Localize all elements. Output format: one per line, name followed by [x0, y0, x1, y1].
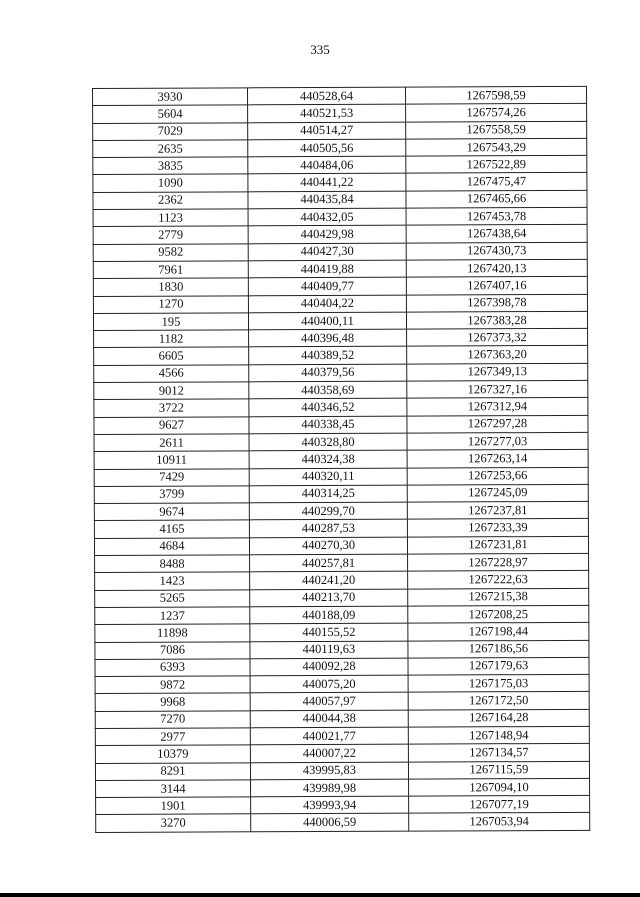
y-coordinate-cell: 1267228,97: [408, 553, 589, 571]
x-coordinate-cell: 440396,48: [249, 329, 407, 347]
point-id-cell: 10911: [94, 451, 249, 469]
x-coordinate-cell: 440213,70: [250, 589, 408, 607]
x-coordinate-cell: 440007,22: [250, 744, 408, 762]
x-coordinate-cell: 440044,38: [250, 710, 408, 728]
table-row: [95, 571, 589, 590]
y-coordinate-cell: 1267186,56: [408, 640, 589, 658]
y-coordinate-cell: 1267277,03: [407, 432, 588, 450]
x-coordinate-cell: 440379,56: [249, 364, 407, 382]
y-coordinate-cell: 1267222,63: [408, 571, 589, 589]
x-coordinate-cell: 440429,98: [248, 226, 406, 244]
table-row: [96, 778, 590, 797]
y-coordinate-cell: 1267172,50: [408, 692, 589, 710]
x-coordinate-cell: 440432,05: [248, 208, 406, 226]
point-id-cell: 9582: [93, 243, 248, 261]
table-row: [93, 121, 587, 140]
table-row: [94, 536, 588, 555]
y-coordinate-cell: 1267179,63: [408, 657, 589, 675]
table-row: [95, 709, 589, 728]
point-id-cell: 6605: [94, 347, 249, 365]
table-row: [95, 605, 589, 624]
x-coordinate-cell: 440299,70: [249, 502, 407, 520]
x-coordinate-cell: 440435,84: [248, 191, 406, 209]
table-row: [95, 588, 589, 607]
table-row: [93, 242, 587, 261]
x-coordinate-cell: 440409,77: [248, 277, 406, 295]
point-id-cell: 2611: [94, 434, 249, 452]
y-coordinate-cell: 1267373,32: [407, 328, 588, 346]
x-coordinate-cell: 440324,38: [249, 450, 407, 468]
table-row: [95, 623, 589, 642]
table-row: [96, 813, 590, 832]
y-coordinate-cell: 1267349,13: [407, 363, 588, 381]
y-coordinate-cell: 1267574,26: [406, 104, 587, 122]
y-coordinate-cell: 1267475,47: [406, 173, 587, 191]
point-id-cell: 3930: [93, 88, 248, 106]
x-coordinate-cell: 440346,52: [249, 398, 407, 416]
table-row: [94, 467, 588, 486]
point-id-cell: 8291: [95, 762, 250, 780]
y-coordinate-cell: 1267453,78: [406, 207, 587, 225]
point-id-cell: 9968: [95, 693, 250, 711]
y-coordinate-cell: 1267215,38: [408, 588, 589, 606]
x-coordinate-cell: 440119,63: [250, 641, 408, 659]
point-id-cell: 2779: [93, 226, 248, 244]
table-row: [94, 398, 588, 417]
y-coordinate-cell: 1267420,13: [406, 259, 587, 277]
table-row: [93, 156, 587, 175]
y-coordinate-cell: 1267327,16: [407, 380, 588, 398]
point-id-cell: 1182: [94, 330, 249, 348]
table-row: [93, 277, 587, 296]
x-coordinate-cell: 440338,45: [249, 416, 407, 434]
point-id-cell: 4684: [94, 538, 249, 556]
point-id-cell: 3835: [93, 157, 248, 175]
table-row: [95, 553, 589, 572]
point-id-cell: 1423: [95, 572, 250, 590]
point-id-cell: 9012: [94, 382, 249, 400]
y-coordinate-cell: 1267164,28: [408, 709, 589, 727]
x-coordinate-cell: 440287,53: [249, 520, 407, 538]
table-row: [94, 519, 588, 538]
y-coordinate-cell: 1267598,59: [405, 86, 586, 104]
table-row: [93, 207, 587, 226]
x-coordinate-cell: 440427,30: [248, 243, 406, 261]
table-row: [93, 259, 587, 278]
y-coordinate-cell: 1267253,66: [407, 467, 588, 485]
table-row: [93, 225, 587, 244]
y-coordinate-cell: 1267297,28: [407, 415, 588, 433]
point-id-cell: 2977: [95, 728, 250, 746]
table-row: [94, 346, 588, 365]
x-coordinate-cell: 440521,53: [248, 104, 406, 122]
point-id-cell: 11898: [95, 624, 250, 642]
x-coordinate-cell: 440092,28: [250, 658, 408, 676]
point-id-cell: 7429: [94, 468, 249, 486]
y-coordinate-cell: 1267231,81: [407, 536, 588, 554]
x-coordinate-cell: 440257,81: [250, 554, 408, 572]
table-row: [94, 380, 588, 399]
y-coordinate-cell: 1267438,64: [406, 225, 587, 243]
y-coordinate-cell: 1267148,94: [408, 726, 589, 744]
x-coordinate-cell: 440404,22: [248, 295, 406, 313]
point-id-cell: 3799: [94, 486, 249, 504]
point-id-cell: 7029: [93, 122, 248, 140]
point-id-cell: 2635: [93, 140, 248, 158]
point-id-cell: 3144: [96, 780, 251, 798]
y-coordinate-cell: 1267558,59: [406, 121, 587, 139]
y-coordinate-cell: 1267134,57: [408, 744, 589, 762]
y-coordinate-cell: 1267208,25: [408, 605, 589, 623]
point-id-cell: 195: [93, 313, 248, 331]
table-row: [93, 86, 587, 105]
y-coordinate-cell: 1267383,28: [406, 311, 587, 329]
x-coordinate-cell: 440505,56: [248, 139, 406, 157]
x-coordinate-cell: 440320,11: [249, 468, 407, 486]
y-coordinate-cell: 1267175,03: [408, 674, 589, 692]
y-coordinate-cell: 1267245,09: [407, 484, 588, 502]
x-coordinate-cell: 440528,64: [248, 87, 406, 105]
x-coordinate-cell: 440270,30: [249, 537, 407, 555]
x-coordinate-cell: 440358,69: [249, 381, 407, 399]
x-coordinate-cell: 440314,25: [249, 485, 407, 503]
table-row: [95, 640, 589, 659]
point-id-cell: 3722: [94, 399, 249, 417]
coordinate-table: [92, 86, 590, 833]
table-row: [94, 328, 588, 347]
y-coordinate-cell: 1267077,19: [409, 796, 590, 814]
x-coordinate-cell: 440514,27: [248, 122, 406, 140]
point-id-cell: 10379: [95, 745, 250, 763]
x-coordinate-cell: 440389,52: [249, 347, 407, 365]
x-coordinate-cell: 440006,59: [251, 814, 409, 832]
y-coordinate-cell: 1267094,10: [409, 778, 590, 796]
table-row: [95, 761, 589, 780]
x-coordinate-cell: 440241,20: [250, 571, 408, 589]
point-id-cell: 1090: [93, 174, 248, 192]
point-id-cell: 9872: [95, 676, 250, 694]
point-id-cell: 2362: [93, 192, 248, 210]
point-id-cell: 6393: [95, 659, 250, 677]
table-row: [94, 432, 588, 451]
y-coordinate-cell: 1267543,29: [406, 138, 587, 156]
point-id-cell: 3270: [96, 814, 251, 832]
table-row: [95, 657, 589, 676]
x-coordinate-cell: 440155,52: [250, 623, 408, 641]
point-id-cell: 1830: [93, 278, 248, 296]
page-number: 335: [310, 42, 330, 57]
y-coordinate-cell: 1267233,39: [407, 519, 588, 537]
point-id-cell: 9674: [94, 503, 249, 521]
point-id-cell: 7270: [95, 711, 250, 729]
x-coordinate-cell: 440188,09: [250, 606, 408, 624]
point-id-cell: 7961: [93, 261, 248, 279]
y-coordinate-cell: 1267312,94: [407, 398, 588, 416]
y-coordinate-cell: 1267398,78: [406, 294, 587, 312]
x-coordinate-cell: 440328,80: [249, 433, 407, 451]
y-coordinate-cell: 1267363,20: [407, 346, 588, 364]
point-id-cell: 9627: [94, 416, 249, 434]
table-row: [93, 138, 587, 157]
table-row: [96, 796, 590, 815]
table-row: [95, 726, 589, 745]
point-id-cell: 4566: [94, 365, 249, 383]
x-coordinate-cell: 439993,94: [251, 796, 409, 814]
table-row: [93, 294, 587, 313]
x-coordinate-cell: 440021,77: [250, 727, 408, 745]
x-coordinate-cell: 440484,06: [248, 156, 406, 174]
y-coordinate-cell: 1267237,81: [407, 501, 588, 519]
x-coordinate-cell: 439989,98: [251, 779, 409, 797]
table-row: [95, 674, 589, 693]
y-coordinate-cell: 1267263,14: [407, 450, 588, 468]
table-row: [94, 484, 588, 503]
point-id-cell: 1123: [93, 209, 248, 227]
point-id-cell: 5604: [93, 105, 248, 123]
point-id-cell: 1270: [93, 295, 248, 313]
y-coordinate-cell: 1267198,44: [408, 623, 589, 641]
table-row: [94, 363, 588, 382]
table-row: [95, 692, 589, 711]
point-id-cell: 1237: [95, 607, 250, 625]
point-id-cell: 7086: [95, 641, 250, 659]
table-row: [93, 104, 587, 123]
y-coordinate-cell: 1267407,16: [406, 277, 587, 295]
x-coordinate-cell: 440419,88: [248, 260, 406, 278]
y-coordinate-cell: 1267430,73: [406, 242, 587, 260]
table-row: [93, 190, 587, 209]
table-row: [95, 744, 589, 763]
table-row: [93, 173, 587, 192]
y-coordinate-cell: 1267115,59: [408, 761, 589, 779]
table-row: [93, 311, 587, 330]
y-coordinate-cell: 1267465,66: [406, 190, 587, 208]
x-coordinate-cell: 440057,97: [250, 693, 408, 711]
point-id-cell: 1901: [96, 797, 251, 815]
x-coordinate-cell: 440441,22: [248, 174, 406, 192]
coordinate-table-body: [93, 86, 590, 832]
table-row: [94, 450, 588, 469]
y-coordinate-cell: 1267053,94: [409, 813, 590, 831]
y-coordinate-cell: 1267522,89: [406, 156, 587, 174]
scan-edge: [0, 893, 640, 897]
coordinate-table-container: [92, 86, 590, 833]
point-id-cell: 4165: [94, 520, 249, 538]
x-coordinate-cell: 440075,20: [250, 675, 408, 693]
point-id-cell: 5265: [95, 589, 250, 607]
x-coordinate-cell: 440400,11: [248, 312, 406, 330]
x-coordinate-cell: 439995,83: [250, 762, 408, 780]
point-id-cell: 8488: [95, 555, 250, 573]
table-row: [94, 501, 588, 520]
table-row: [94, 415, 588, 434]
